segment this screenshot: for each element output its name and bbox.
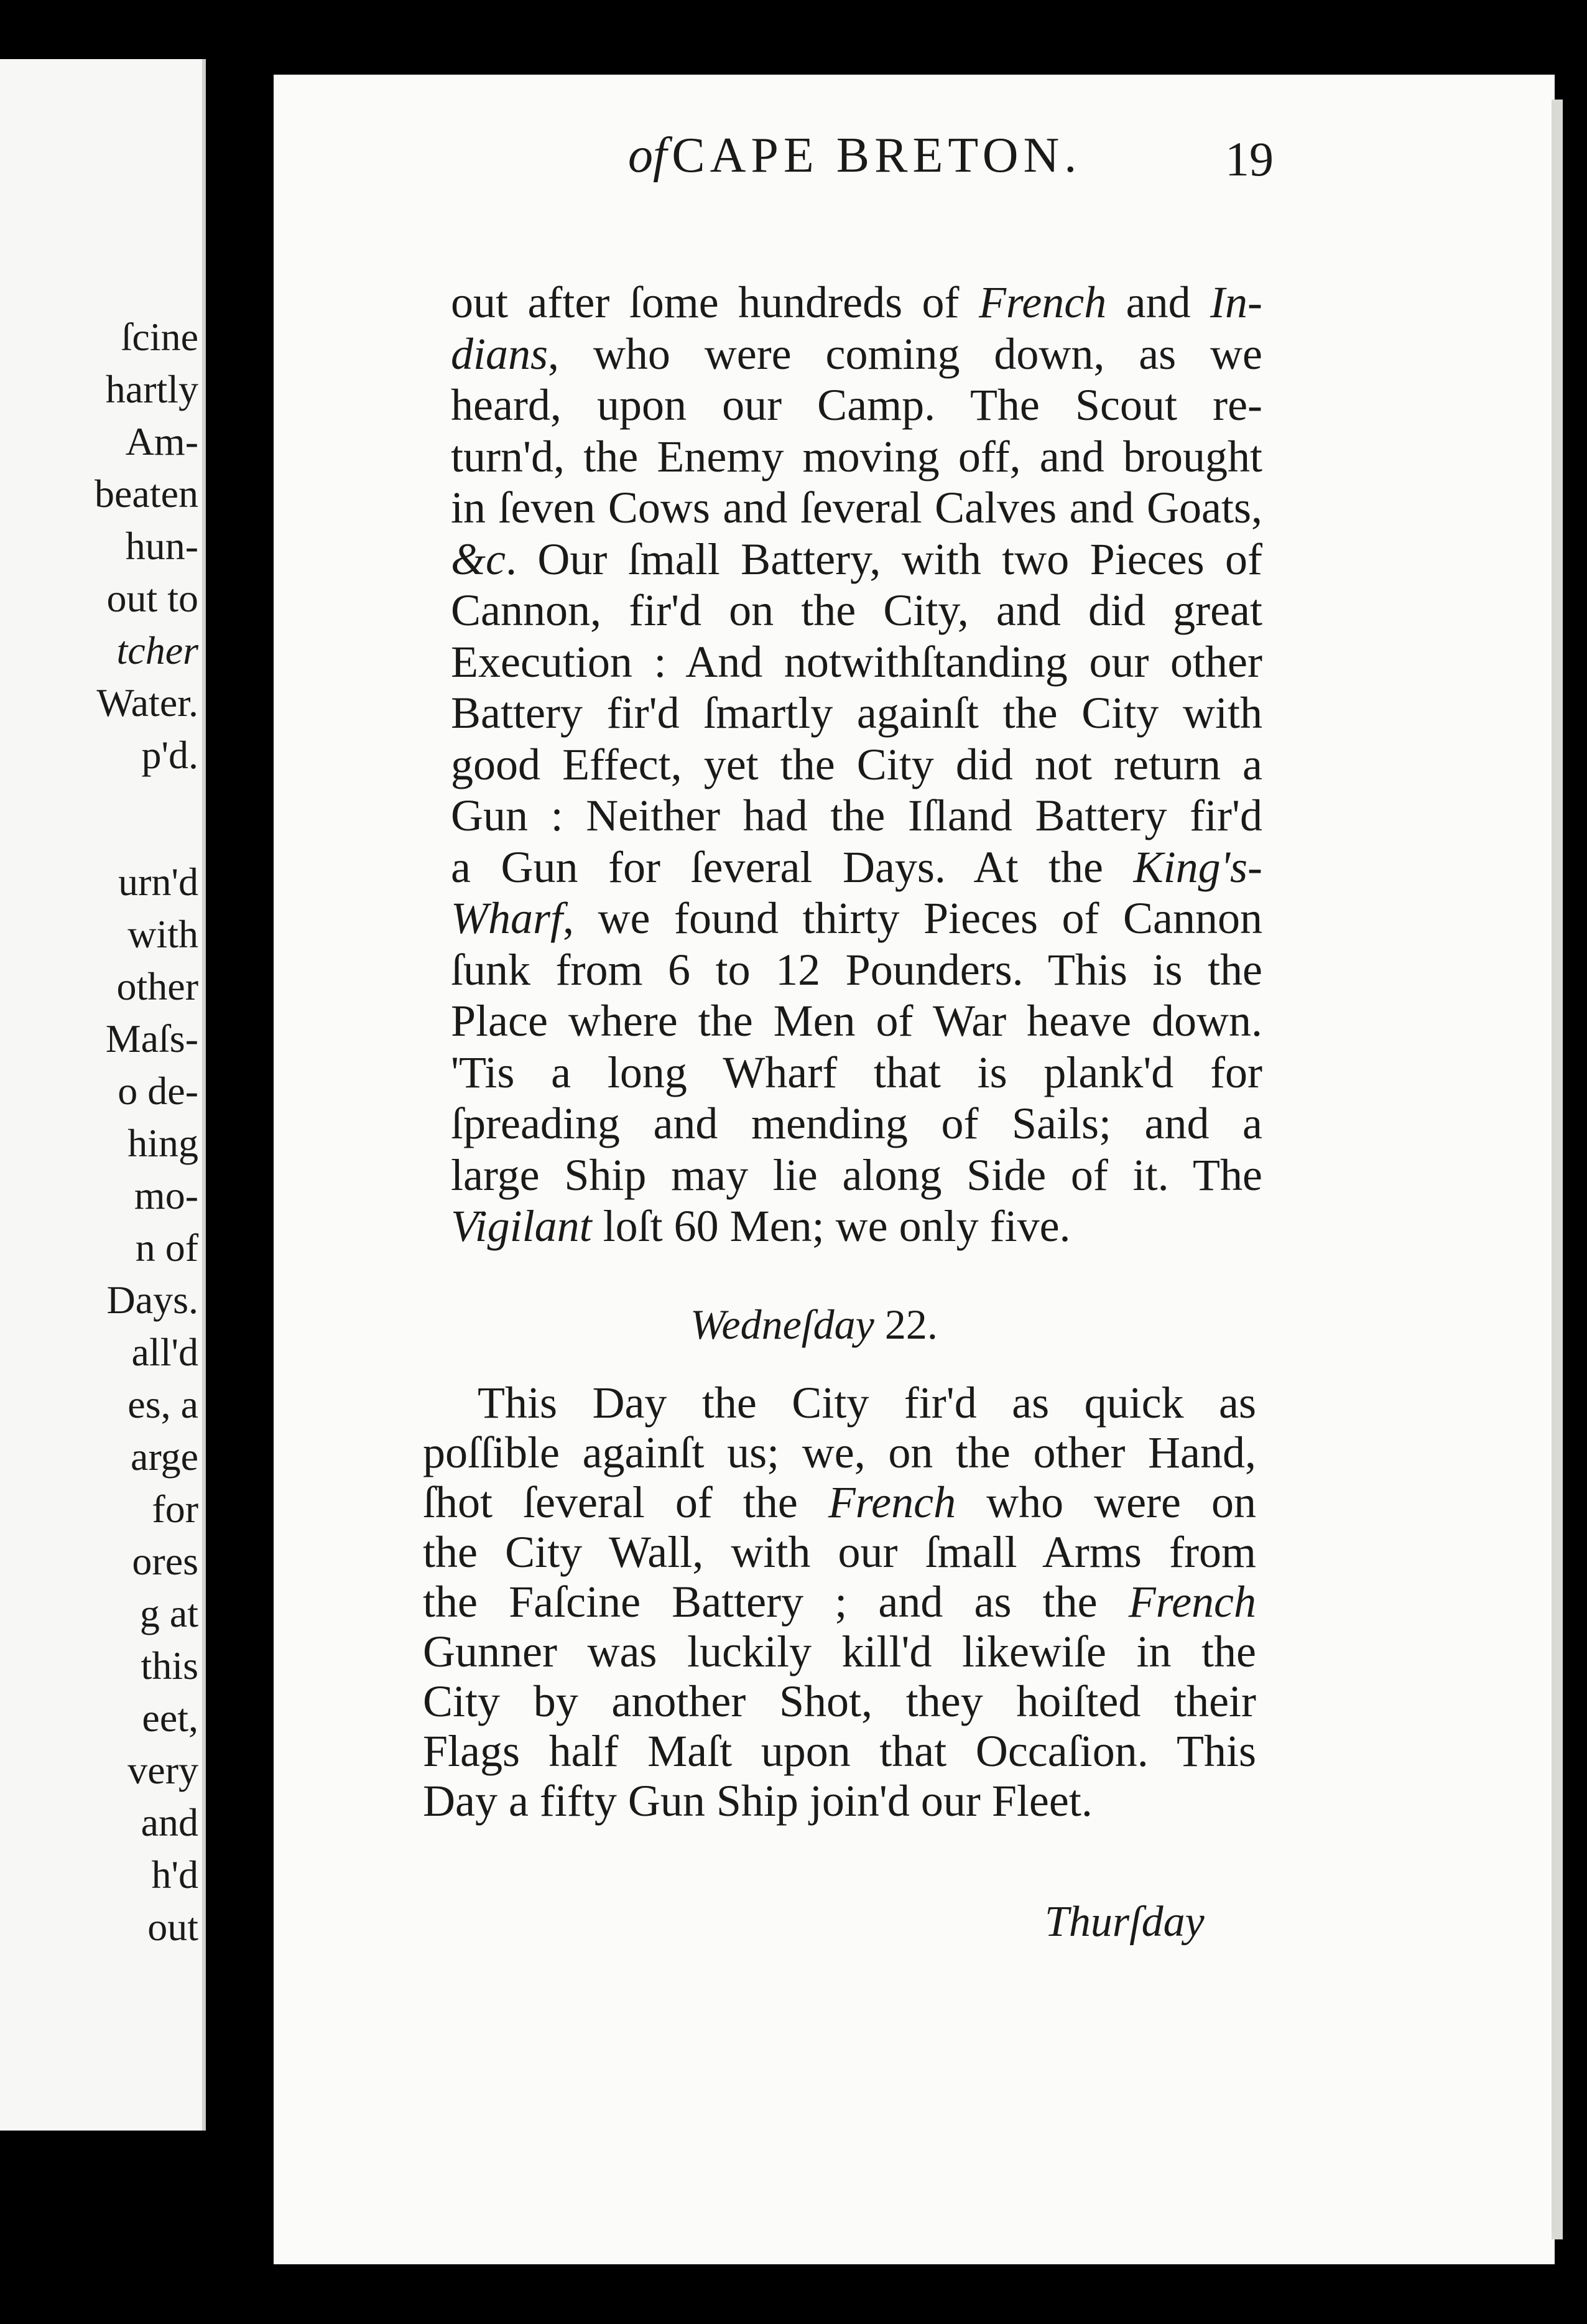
facing-line: out xyxy=(147,1905,198,1949)
paragraph-1 xyxy=(451,277,1262,1252)
text-line: dians, who were coming down, as we xyxy=(451,328,1262,379)
text-line: Cannon, fir'd on the City, and did great xyxy=(451,585,1262,635)
text-line: ſunk from 6 to 12 Pounders. This is the xyxy=(451,944,1262,995)
text-line: out after ſome hundreds of French and In- xyxy=(451,277,1262,327)
running-title xyxy=(628,128,1081,184)
facing-line: tcher xyxy=(116,628,198,672)
facing-line: o de- xyxy=(118,1069,198,1113)
facing-line: ores xyxy=(132,1539,198,1583)
facing-line: g at xyxy=(139,1591,198,1635)
text-line: ſhot ſeveral of the French who were on xyxy=(423,1477,1256,1527)
facing-line: ſcine xyxy=(121,315,198,359)
facing-line: hun- xyxy=(125,524,198,568)
facing-line: es, a xyxy=(127,1382,198,1426)
facing-line: arge xyxy=(131,1434,198,1479)
text-line: City by another Shot, they hoiſted their xyxy=(423,1676,1256,1726)
text-line: a Gun for ſeveral Days. At the King's- xyxy=(451,842,1262,892)
facing-line: n of xyxy=(135,1225,198,1270)
facing-line: with xyxy=(127,912,198,956)
running-title-prefix: of xyxy=(628,128,667,183)
text-line: &c. Our ſmall Battery, with two Pieces of xyxy=(451,534,1262,584)
page-edge xyxy=(1552,100,1563,2239)
text-line: poſſible againſt us; we, on the other Hand, xyxy=(423,1428,1256,1477)
facing-line: h'd xyxy=(151,1852,198,1897)
text-line: Gunner was luckily kill'd likewiſe in the xyxy=(423,1627,1256,1676)
text-line: in ſeven Cows and ſeveral Calves and Goats, xyxy=(451,483,1262,532)
text-line: This Day the City fir'd as quick as xyxy=(478,1378,1256,1428)
text-line: Gun : Neither had the Iſland Battery fir'd xyxy=(451,791,1262,840)
facing-line: very xyxy=(127,1748,198,1792)
facing-line: and xyxy=(141,1800,198,1844)
facing-line: mo- xyxy=(134,1173,198,1217)
facing-line: urn'd xyxy=(118,860,198,904)
running-header xyxy=(628,128,1587,196)
text-line: Place where the Men of War heave down. xyxy=(451,996,1262,1046)
facing-line: p'd. xyxy=(141,733,198,777)
text-line: Vigilant loſt 60 Men; we only five. xyxy=(451,1201,1071,1251)
text-line: the City Wall, with our ſmall Arms from xyxy=(423,1527,1256,1577)
facing-line: beaten xyxy=(95,472,198,516)
text-line: the Faſcine Battery ; and as the French xyxy=(423,1577,1256,1627)
facing-line: for xyxy=(152,1487,198,1531)
facing-line: this xyxy=(141,1643,198,1688)
text-line: turn'd, the Enemy moving off, and brought xyxy=(451,431,1262,481)
text-line: Battery fir'd ſmartly againſt the City with xyxy=(451,688,1262,738)
text-line: 'Tis a long Wharf that is plank'd for xyxy=(451,1047,1262,1097)
facing-page xyxy=(0,59,206,2131)
facing-line: Water. xyxy=(96,681,198,725)
text-line: Day a fifty Gun Ship join'd our Fleet. xyxy=(423,1776,1093,1826)
text-line: Execution : And notwithſtanding our other xyxy=(451,636,1262,687)
date-heading: Wedneſday 22. xyxy=(690,1301,938,1348)
catchword: Thurſday xyxy=(1045,1898,1205,1946)
facing-line: out to xyxy=(106,576,198,620)
paragraph-2 xyxy=(423,1378,1256,1826)
running-title-text: CAPE BRETON. xyxy=(672,128,1082,183)
facing-line: other xyxy=(116,964,198,1008)
text-line: Wharf, we found thirty Pieces of Cannon xyxy=(451,893,1262,943)
facing-line: Maſs- xyxy=(105,1016,198,1061)
facing-line: all'd xyxy=(131,1330,198,1374)
text-line: heard, upon our Camp. The Scout re- xyxy=(451,380,1262,430)
page-number: 19 xyxy=(1225,132,1274,186)
facing-line: hartly xyxy=(105,367,198,411)
facing-line: Am- xyxy=(125,419,198,463)
facing-line: Days. xyxy=(106,1278,198,1322)
text-line: ſpreading and mending of Sails; and a xyxy=(451,1099,1262,1148)
text-line: Flags half Maſt upon that Occaſion. This xyxy=(423,1726,1256,1776)
facing-page-text xyxy=(95,311,198,1953)
facing-line: hing xyxy=(127,1121,198,1165)
facing-line: eet, xyxy=(142,1696,198,1740)
text-line: good Effect, yet the City did not return a xyxy=(451,739,1262,789)
text-line: large Ship may lie along Side of it. The xyxy=(451,1150,1262,1200)
